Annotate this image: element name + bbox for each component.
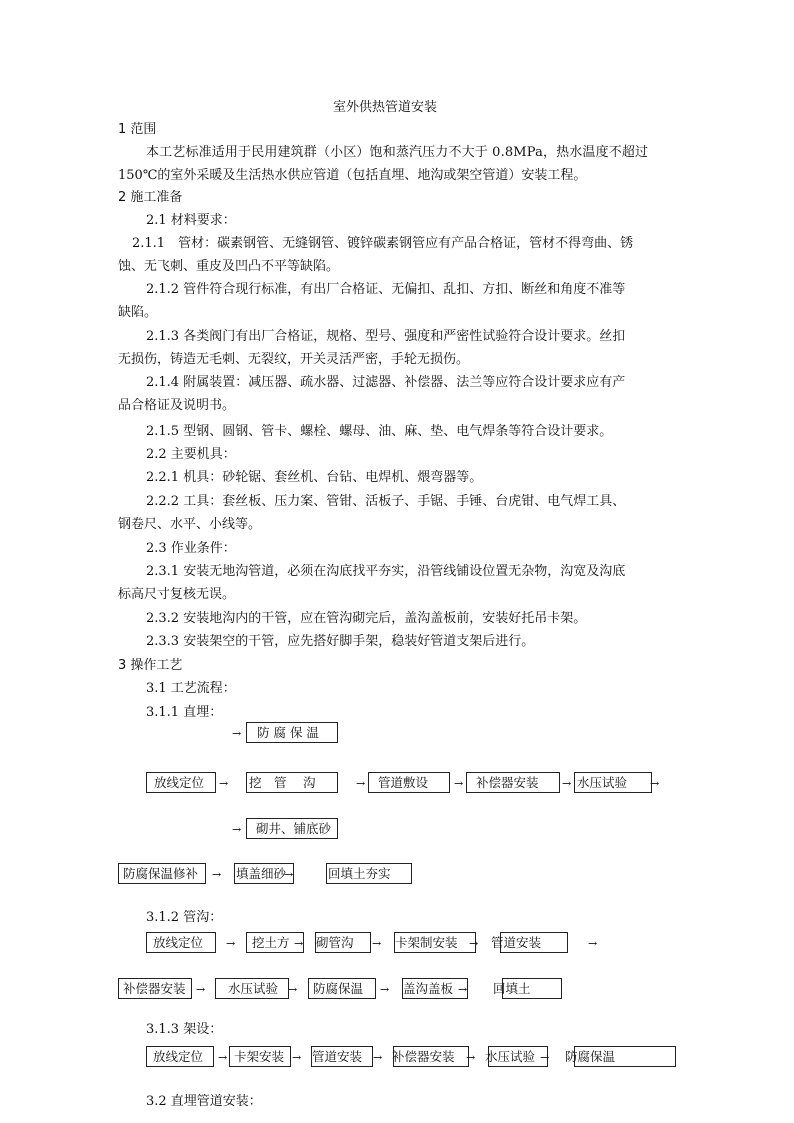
arrow-icon: → [196,983,206,996]
arrow-icon: → [292,1051,302,1064]
flow-node: 管道安装 [500,932,568,953]
paragraph-line: 2.3.1 安装无地沟管道，必须在沟底找平夯实，沿管线铺设位置无杂物，沟宽及沟底 [146,564,626,579]
paragraph-line: 2.2.1 机具：砂轮锯、套丝机、台钻、电焊机、煨弯器等。 [146,470,483,485]
subheading-trench: 3.1.2 管沟： [146,910,223,925]
arrow-icon: → [469,937,479,950]
flow-node: 卡架制安装 [394,932,476,953]
arrow-icon: → [226,937,236,950]
flow-node: 补偿器安装 [118,978,192,999]
flow-node: 补偿器安装 [393,1046,469,1067]
heading-prep: 2 施工准备 [118,190,183,205]
paragraph-line: 2.3.2 安装地沟内的干管，应在管沟砌完后，盖沟盖板前，安装好托吊卡架。 [146,611,587,626]
flow-node: 补偿器安装 [466,772,560,793]
paragraph-line: 2.2.2 工具：套丝板、压力案、管钳、活板子、手锯、手锤、台虎钳、电气焊工具、 [146,494,626,509]
arrow-icon: → [380,983,390,996]
arrow-icon: → [232,727,242,740]
arrow-icon: → [650,777,660,790]
flow-node: 管道安装 [311,1046,373,1067]
paragraph-line: 3.1 工艺流程： [146,681,236,696]
flow-node: 盖沟盖板 [402,978,468,999]
paragraph-line: 蚀、无飞刺、重皮及凹凸不平等缺陷。 [118,259,340,274]
flow-node: 砌井、铺底砂 [246,818,338,839]
flow-node: 水压试验 [488,1046,548,1067]
arrow-icon: → [562,777,572,790]
arrow-icon: → [372,937,382,950]
subheading-overhead: 3.1.3 架设： [146,1022,223,1037]
paragraph-line: 150℃的室外采暖及生活热水供应管道（包括直埋、地沟或架空管道）安装工程。 [118,168,587,183]
heading-scope: 1 范围 [118,122,157,137]
flow-node: 挖土方 [246,932,304,953]
flow-node: 卡架安装 [229,1046,291,1067]
paragraph-line: 2.1.3 各类阀门有出厂合格证，规格、型号、强度和严密性试验符合设计要求。丝扣 [146,329,626,344]
subheading-direct: 3.1.1 直埋： [146,705,223,720]
paragraph-line: 2.3 作业条件： [146,541,236,556]
flow-node: 放线定位 [146,772,216,793]
paragraph-line: 2.1.1 管材：碳素钢管、无缝钢管、镀锌碳素钢管应有产品合格证，管材不得弯曲、锈 [132,236,634,251]
paragraph-line: 标高尺寸复核无误。 [118,587,236,602]
arrow-icon: → [218,1051,228,1064]
arrow-icon: → [454,777,464,790]
heading-operation: 3 操作工艺 [118,658,183,673]
paragraph-line: 钢卷尺、水平、小线等。 [118,517,262,532]
arrow-icon: → [373,1051,383,1064]
flow-node: 砌管沟 [315,932,371,953]
flow-node: 防腐保温 [574,1046,676,1067]
arrow-icon: → [540,1051,550,1064]
arrow-icon: → [232,823,242,836]
arrow-icon: → [294,937,304,950]
paragraph-line: 本工艺标准适用于民用建筑群（小区）饱和蒸汽压力不大于 0.8MPa，热水温度不超过 [146,145,649,160]
arrow-icon: → [356,777,366,790]
arrow-icon: → [219,777,229,790]
paragraph-line: 品合格证及说明书。 [118,398,236,413]
flow-node: 回填土夯实 [326,863,412,884]
flow-node: 水压试验 [215,978,289,999]
paragraph-line: 2.3.3 安装架空的干管，应先搭好脚手架，稳装好管道支架后进行。 [146,634,535,649]
paragraph-line: 无损伤，铸造无毛刺、无裂纹，开关灵活严密，手轮无损伤。 [118,352,470,367]
flow-node: 挖 管 沟 [246,772,338,793]
flow-node: 管道敷设 [368,772,450,793]
flow-node: 防 腐 保 温 [246,722,338,743]
doc-title: 室外供热管道安装 [333,100,438,115]
arrow-icon: → [466,1051,476,1064]
flow-node: 水压试验 [574,772,652,793]
arrow-icon: → [288,983,298,996]
flow-node: 填盖细砂 [234,863,294,884]
paragraph-line: 2.1 材料要求： [146,213,236,228]
arrow-icon: → [588,937,598,950]
paragraph-line: 2.1.5 型钢、圆钢、管卡、螺栓、螺母、油、麻、垫、电气焊条等符合设计要求。 [146,424,613,439]
flow-node: 防腐保温修补 [118,863,206,884]
arrow-icon: → [284,868,294,881]
paragraph-line: 2.2 主要机具： [146,447,236,462]
flow-node: 防腐保温 [308,978,376,999]
flow-node: 回填土 [502,978,562,999]
paragraph-line: 2.1.2 管件符合现行标准，有出厂合格证、无偏扣、乱扣、方扣、断丝和角度不准等 [146,282,626,297]
paragraph-line: 缺陷。 [118,305,158,320]
flow-node: 放线定位 [146,932,216,953]
paragraph-line: 2.1.4 附属装置：减压器、疏水器、过滤器、补偿器、法兰等应符合设计要求应有产 [146,375,626,390]
subheading-direct-install: 3.2 直埋管道安装： [146,1094,262,1109]
arrow-icon: → [458,983,468,996]
flow-node: 放线定位 [146,1046,214,1067]
arrow-icon: → [212,868,222,881]
